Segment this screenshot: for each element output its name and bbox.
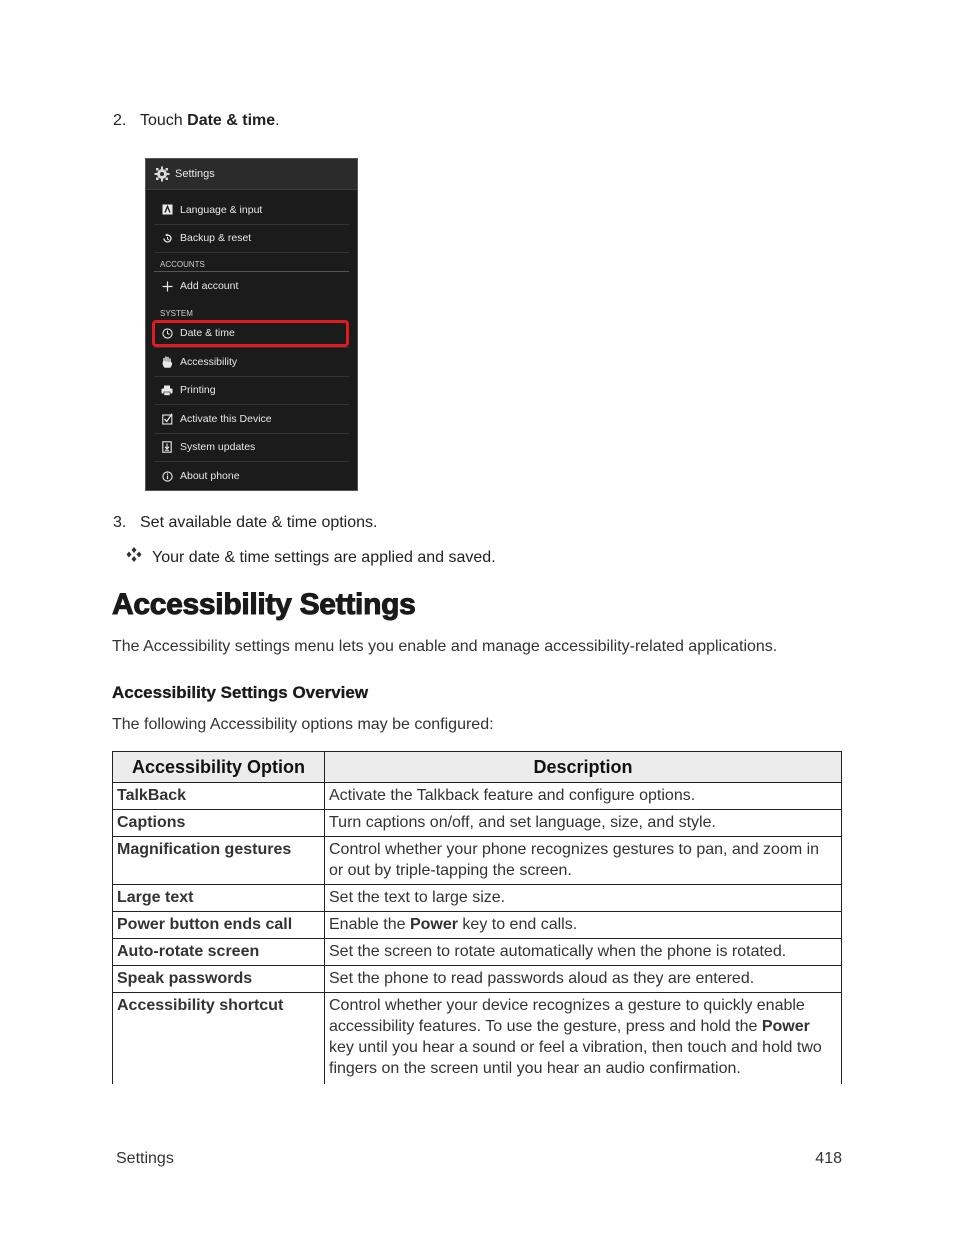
checkbox-icon [161,413,173,425]
phone-item-activate-device [154,405,349,434]
table-header-option: Accessibility Option [113,752,325,783]
table-row [113,939,842,966]
description-bold: Power [761,1018,810,1035]
accessibility-options-table [112,751,842,1084]
option-name: Magnification gestures [113,837,325,885]
step-bold-text: Date & time [187,112,276,129]
option-description [325,912,842,939]
download-icon [161,441,173,453]
table-row [113,912,842,939]
option-description: Activate the Talkback feature and configure options. [325,783,842,810]
phone-section-accounts: ACCOUNTS [154,253,349,272]
phone-item-date-time [154,320,349,349]
option-name: Speak passwords [113,966,325,993]
page-title: Accessibility Settings [112,588,416,621]
step-text: Touch [140,112,188,129]
option-name: TalkBack [113,783,325,810]
table-header-description: Description [325,752,842,783]
option-name: Power button ends call [113,912,325,939]
phone-item-label: Backup & reset [180,232,252,245]
description-text: Control whether your device recognizes a gesture to quickly enable accessibility features. To use the gesture, press and hold the [329,997,805,1035]
option-description: Control whether your phone recognizes gestures to pan, and zoom in or out by triple-tapping the screen. [325,837,842,885]
result-text: Your date & time settings are applied and saved. [152,549,496,566]
footer-section: Settings [116,1150,174,1167]
phone-item-language [154,196,349,225]
option-description [325,993,842,1085]
phone-item-label: System updates [180,441,256,454]
option-name: Auto-rotate screen [113,939,325,966]
option-name: Accessibility shortcut [113,993,325,1085]
table-row [113,837,842,885]
phone-settings-screenshot [145,158,358,491]
option-name: Captions [113,810,325,837]
option-description: Set the text to large size. [325,885,842,912]
phone-item-label: Date & time [180,327,235,340]
hand-icon [161,356,173,368]
phone-header [146,159,357,190]
phone-header-title: Settings [175,168,215,180]
table-row [113,810,842,837]
clock-icon [161,327,173,339]
step-number: 3. [113,514,127,531]
phone-item-about-phone [154,462,349,491]
phone-item-system-updates [154,434,349,463]
result-line [126,547,496,565]
printer-icon [161,384,173,396]
language-icon [161,204,173,216]
phone-item-label: Language & input [180,203,263,216]
table-row [113,885,842,912]
phone-item-accessibility [154,348,349,377]
info-icon [161,470,173,482]
gear-icon [154,166,170,182]
phone-item-label: Add account [180,280,239,293]
phone-item-label: About phone [180,470,240,483]
section-subheading: Accessibility Settings Overview [112,683,369,702]
step-suffix: . [275,112,280,129]
intro-paragraph: The Accessibility settings menu lets you enable and manage accessibility-related applications. [112,638,778,655]
diamond-bullet-icon [126,547,144,563]
description-text: Enable the [329,916,410,933]
phone-section-system: SYSTEM [160,308,193,318]
step-2 [113,112,280,130]
description-text: key until you hear a sound or feel a vibration, then touch and hold two fingers on the screen until you hear an audio confirmation. [329,1039,822,1077]
phone-item-backup [154,225,349,254]
option-description: Set the phone to read passwords aloud as they are entered. [325,966,842,993]
backup-icon [161,232,173,244]
table-header-row [113,752,842,783]
table-intro: The following Accessibility options may be configured: [112,716,494,733]
option-name: Large text [113,885,325,912]
step-3 [113,514,377,532]
description-text: key to end calls. [457,916,578,933]
table-row [113,993,842,1085]
option-description: Set the screen to rotate automatically when the phone is rotated. [325,939,842,966]
phone-item-add-account [154,272,349,301]
phone-item-label: Accessibility [180,355,238,368]
phone-item-printing [154,377,349,406]
step-text: Set available date & time options. [140,514,378,531]
phone-item-label: Printing [180,384,216,397]
plus-icon [161,280,173,292]
description-bold: Power [409,916,458,933]
phone-item-label: Activate this Device [180,412,272,425]
step-number: 2. [113,112,127,129]
table-row [113,783,842,810]
table-row [113,966,842,993]
page-number: 418 [815,1150,842,1167]
option-description: Turn captions on/off, and set language, size, and style. [325,810,842,837]
